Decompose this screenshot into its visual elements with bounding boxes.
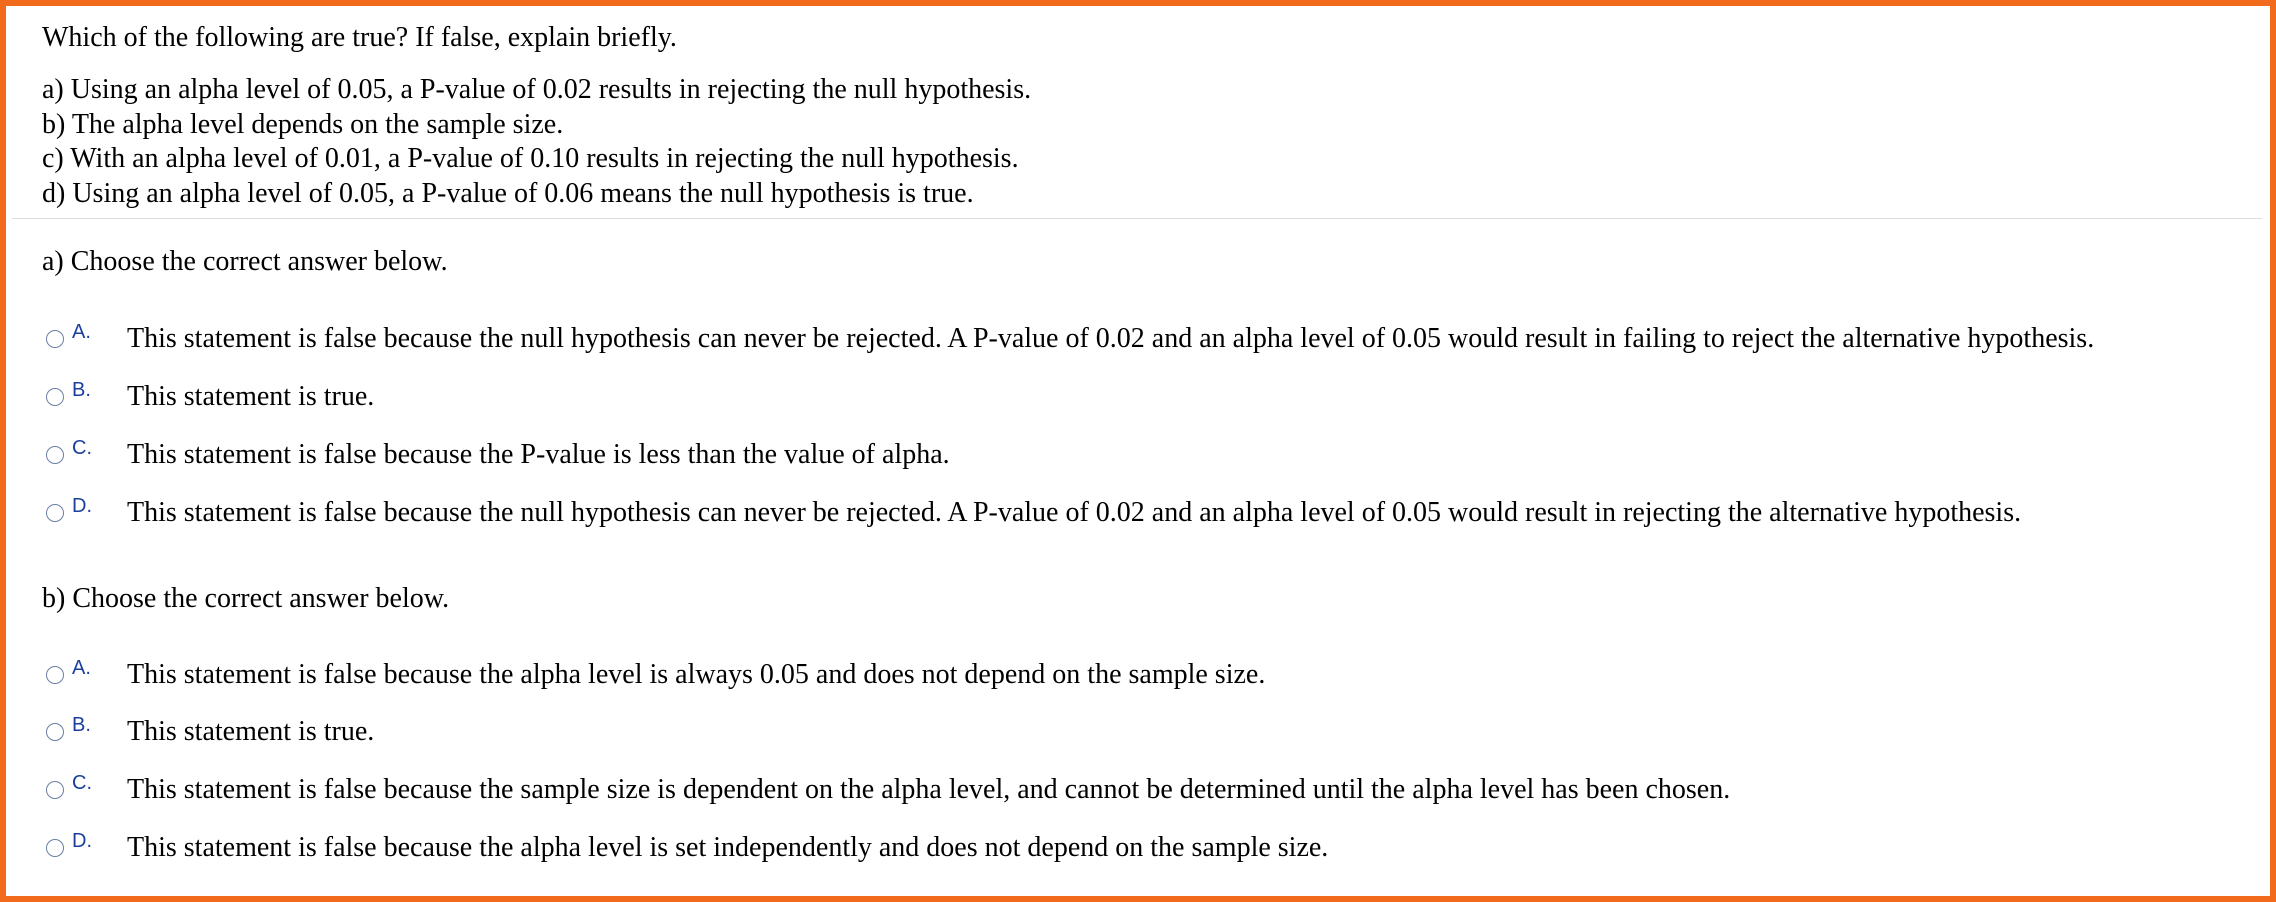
statement-c: c) With an alpha level of 0.01, a P-value of 0.10 results in rejecting the null hypothesis. <box>42 143 1019 174</box>
part-a-option-d[interactable] <box>46 494 2266 534</box>
part-a-option-a[interactable] <box>46 320 2266 360</box>
part-b-option-c[interactable] <box>46 771 2266 811</box>
part-b-option-a[interactable] <box>46 656 2266 696</box>
statement-d: d) Using an alpha level of 0.05, a P-value of 0.06 means the null hypothesis is true. <box>42 177 974 209</box>
radio-button[interactable] <box>46 723 64 741</box>
option-letter: C. <box>72 772 92 794</box>
option-text: This statement is false because the P-value is less than the value of alpha. <box>127 439 950 470</box>
section-divider <box>12 218 2262 219</box>
option-letter: B. <box>72 379 91 401</box>
radio-button[interactable] <box>46 666 64 684</box>
option-letter: D. <box>72 495 92 517</box>
radio-button[interactable] <box>46 446 64 464</box>
radio-button[interactable] <box>46 504 64 522</box>
option-text: This statement is false because the alpha level is set independently and does not depend on the sample size. <box>127 832 1329 863</box>
question-prompt: Which of the following are true? If false, explain briefly. <box>42 22 677 53</box>
option-text: This statement is true. <box>127 716 375 747</box>
question-content <box>42 6 2262 896</box>
radio-button[interactable] <box>46 839 64 857</box>
option-letter: D. <box>72 830 92 852</box>
part-b-option-d[interactable] <box>46 829 2266 869</box>
option-text: This statement is false because the sample size is dependent on the alpha level, and cannot be determined until the alpha level has been chosen. <box>127 774 1731 805</box>
part-a-option-c[interactable] <box>46 436 2266 476</box>
option-letter: A. <box>72 321 91 343</box>
radio-button[interactable] <box>46 781 64 799</box>
option-text: This statement is false because the null hypothesis can never be rejected. A P-value of 0.02 and an alpha level of 0.05 would result in rejecting the alternative hypothesis. <box>127 497 2022 528</box>
option-letter: C. <box>72 437 92 459</box>
part-b-heading: b) Choose the correct answer below. <box>42 583 450 614</box>
option-text: This statement is true. <box>127 381 375 412</box>
option-text: This statement is false because the null hypothesis can never be rejected. A P-value of 0.02 and an alpha level of 0.05 would result in failing to reject the alternative hypothesis. <box>127 323 2095 354</box>
radio-button[interactable] <box>46 388 64 406</box>
option-letter: A. <box>72 657 91 679</box>
statement-b: b) The alpha level depends on the sample size. <box>42 108 564 140</box>
option-letter: B. <box>72 714 91 736</box>
option-text: This statement is false because the alpha level is always 0.05 and does not depend on the sample size. <box>127 659 1266 690</box>
part-b-option-b[interactable] <box>46 713 2266 753</box>
part-a-option-b[interactable] <box>46 378 2266 418</box>
statement-list <box>42 73 1031 211</box>
statement-a: a) Using an alpha level of 0.05, a P-value of 0.02 results in rejecting the null hypothesis. <box>42 74 1032 105</box>
part-a-heading: a) Choose the correct answer below. <box>42 246 448 277</box>
radio-button[interactable] <box>46 330 64 348</box>
